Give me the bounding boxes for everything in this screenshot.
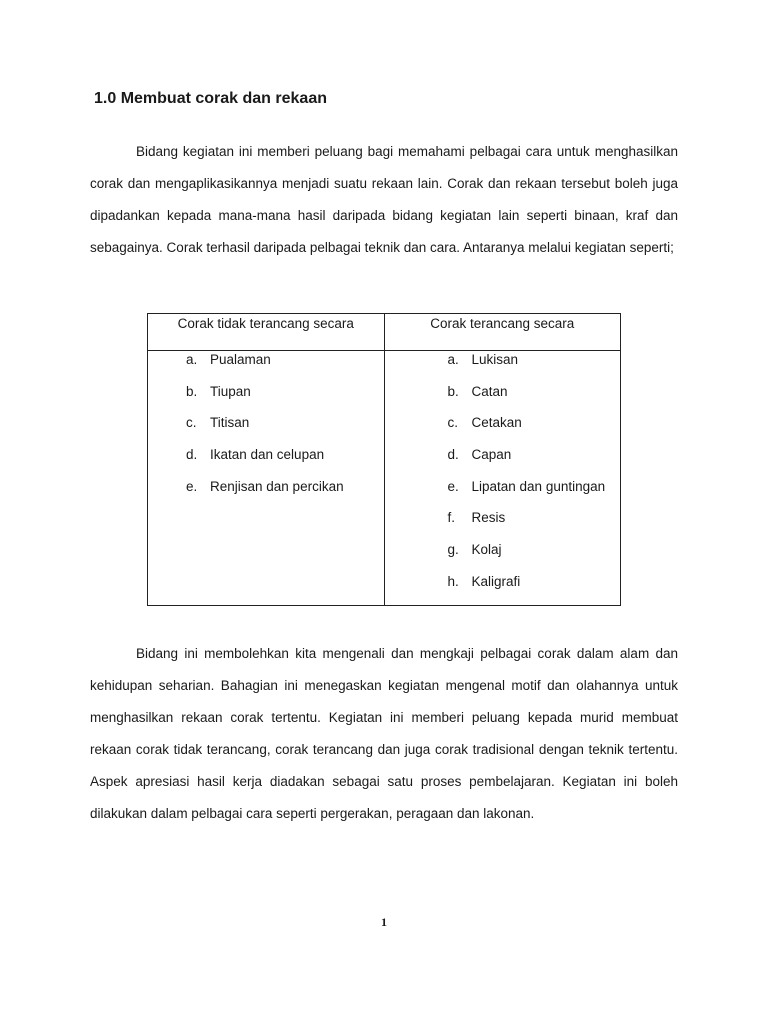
intro-paragraph: Bidang kegiatan ini memberi peluang bagi memahami pelbagai cara untuk menghasilkan corak dan mengaplikasikannya menjadi suatu rekaan lain. Corak dan rekaan tersebut boleh juga dipadankan kepada mana-mana hasil daripada bidang kegiatan lain seperti binaan, kraf dan sebagainya. Corak terhasil daripada pelbagai teknik dan cara. Antaranya melalui kegiatan seperti; bbox=[90, 144, 678, 255]
list-item-text: Tiupan bbox=[210, 383, 251, 399]
list-item-text: Titisan bbox=[210, 415, 250, 431]
list-item bbox=[186, 446, 384, 478]
list-item-text: Pualaman bbox=[210, 352, 271, 367]
planned-pattern-cell bbox=[384, 351, 621, 606]
list-item bbox=[186, 351, 384, 383]
list-marker: e. bbox=[447, 478, 459, 494]
list-item-text: Kaligrafi bbox=[471, 573, 521, 589]
list-marker: a. bbox=[186, 352, 198, 367]
unplanned-pattern-list bbox=[148, 351, 384, 509]
unplanned-pattern-header: Corak tidak terancang secara bbox=[148, 314, 385, 351]
list-item bbox=[448, 573, 621, 605]
list-marker: c. bbox=[447, 415, 459, 431]
list-marker: g. bbox=[447, 542, 459, 558]
list-item-text: Kolaj bbox=[471, 542, 502, 558]
list-item-text: Renjisan dan percikan bbox=[210, 478, 344, 494]
list-marker: f. bbox=[447, 510, 456, 526]
list-item-text: Lipatan dan guntingan bbox=[471, 478, 606, 494]
section-heading: 1.0 Membuat corak dan rekaan bbox=[94, 90, 327, 107]
list-marker: a. bbox=[447, 352, 459, 367]
table-header-row bbox=[148, 314, 621, 351]
list-marker: b. bbox=[186, 383, 198, 399]
list-item bbox=[448, 446, 621, 478]
planned-pattern-list bbox=[385, 351, 621, 605]
list-marker: h. bbox=[447, 573, 459, 589]
list-item bbox=[448, 351, 621, 383]
list-marker: d. bbox=[186, 447, 198, 463]
list-item bbox=[448, 478, 621, 510]
list-item bbox=[186, 414, 384, 446]
list-item-text: Resis bbox=[471, 510, 506, 526]
list-item-text: Capan bbox=[471, 447, 512, 463]
list-item bbox=[448, 541, 621, 573]
list-item-text: Lukisan bbox=[471, 352, 519, 367]
list-item bbox=[448, 383, 621, 415]
list-item-text: Cetakan bbox=[471, 415, 522, 431]
list-item bbox=[186, 383, 384, 415]
table-body-row bbox=[148, 351, 621, 606]
page-number: 1 bbox=[381, 915, 387, 929]
list-item bbox=[448, 414, 621, 446]
list-marker: e. bbox=[186, 478, 198, 494]
list-marker: c. bbox=[186, 415, 197, 431]
list-marker: b. bbox=[447, 383, 459, 399]
list-item bbox=[448, 509, 621, 541]
list-marker: d. bbox=[447, 447, 459, 463]
pattern-technique-table bbox=[147, 313, 621, 606]
unplanned-pattern-cell bbox=[148, 351, 385, 606]
list-item-text: Catan bbox=[471, 383, 508, 399]
list-item bbox=[186, 478, 384, 510]
planned-pattern-header: Corak terancang secara bbox=[384, 314, 621, 351]
body-paragraph: Bidang ini membolehkan kita mengenali dan mengkaji pelbagai corak dalam alam dan kehidupan seharian. Bahagian ini menegaskan kegiatan mengenal motif dan olahannya untuk menghasilkan rekaan corak tertentu. Kegiatan ini memberi peluang kepada murid membuat rekaan corak tidak terancang, corak terancang dan juga corak tradisional dengan teknik tertentu. Aspek apresiasi hasil kerja diadakan sebagai satu proses pembelajaran. Kegiatan ini boleh dilakukan dalam pelbagai cara seperti pergerakan, peragaan dan lakonan. bbox=[90, 646, 678, 821]
list-item-text: Ikatan dan celupan bbox=[210, 447, 325, 463]
